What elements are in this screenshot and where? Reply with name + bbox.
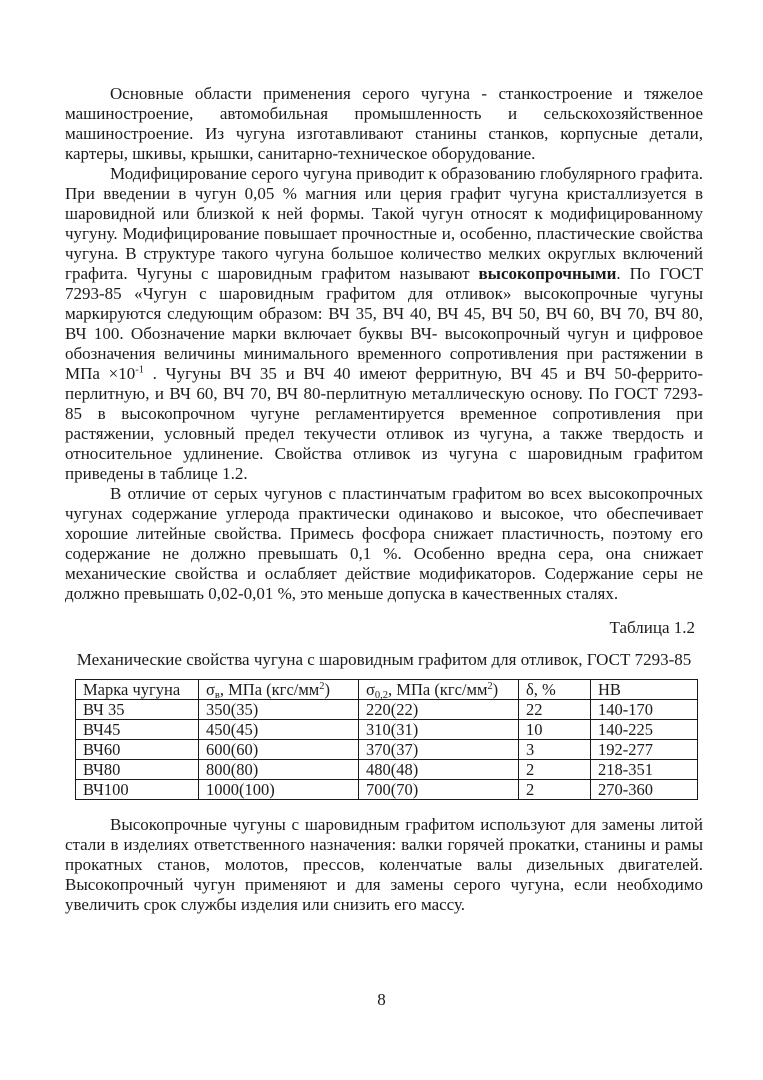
paragraph-usage [65,815,703,915]
table-cell-yield: 310(31) [359,720,519,740]
text-block [65,84,703,915]
table-cell-hardness: 270-360 [591,780,698,800]
table-cell-yield: 220(22) [359,700,519,720]
header-cell-yield-strength [359,680,519,700]
paragraph-modification [65,164,703,484]
header-cell-hardness: НВ [591,680,698,700]
table-row [76,720,698,740]
table-row [76,780,698,800]
table-cell-hardness: 192-277 [591,740,698,760]
table-cell-elongation: 10 [519,720,591,740]
table-cell-grade: ВЧ45 [76,720,199,740]
table-cell-tensile: 600(60) [199,740,359,760]
table-cell-grade: ВЧ100 [76,780,199,800]
exponent-text: -1 [135,364,144,376]
table-cell-tensile: 450(45) [199,720,359,740]
mechanical-properties-table [75,679,698,800]
units-superscript: 2 [487,680,493,692]
table-cell-elongation: 22 [519,700,591,720]
paragraph-text: Основные области применения серого чугуна - станкостроение и тяжелое машиностроение, автомобильная промышленность и сельскохозяйственное машиностроение. Из чугуна изготавливают станины станков, корпусные детали, картеры, шкивы, крышки, санитарно-техническое оборудование. [65,84,703,163]
paragraph-text: . По ГОСТ 7293-85 «Чугун с шаровидным графитом для отливок» высокопрочные чугуны маркируются следующим образом: ВЧ 35, ВЧ 40, ВЧ 45, ВЧ 50, ВЧ 60, ВЧ 70, ВЧ 80, ВЧ 100. Обозначение марки включает буквы ВЧ- высокопрочный чугун и цифровое обозначения величины минимального временного сопротивления при растяжении в МПа ×10 [65,264,704,383]
paragraph-text: Высокопрочные чугуны с шаровидным графитом используют для замены литой стали в изделиях ответственного назначения: валки горячей прокатки, станины и рамы прокатных станов, молотов, прессов, коленчатые валы дизельных двигателей. Высокопрочный чугун применяют и для замены серого чугуна, если необходимо увеличить срок службы изделия или снизить его массу. [65,815,703,914]
page-number: 8 [377,990,386,1009]
table-cell-tensile: 1000(100) [199,780,359,800]
paragraph-applications [65,84,703,164]
table-row [76,740,698,760]
units-text: , МПа (кгс/мм [219,679,320,699]
paragraph-text: Модифицирование серого чугуна приводит к образованию глобулярного графита. При введении в чугун 0,05 % магния или церия графит чугуна кристаллизуется в шаровидной или близкой к ней формы. Такой чугун относят к модифицированному чугуну. Модифицирование повышает прочностные и, особенно, пластические свойства чугуна. В структуре такого чугуна большое количество мелких округлых включений графита. Чугуны с шаровидным графитом называют [65,164,703,283]
table-cell-tensile: 350(35) [199,700,359,720]
table-row [76,760,698,780]
table-row [76,700,698,720]
table-cell-grade: ВЧ 35 [76,700,199,720]
sigma-symbol: σ [366,679,375,699]
table-cell-elongation: 2 [519,780,591,800]
table-cell-yield: 370(37) [359,740,519,760]
units-close: ) [324,679,330,699]
table-cell-elongation: 2 [519,760,591,780]
table-cell-hardness: 140-170 [591,700,698,720]
table-caption: Механические свойства чугуна с шаровидным графитом для отливок, ГОСТ 7293-85 [76,650,692,669]
table-cell-tensile: 800(80) [199,760,359,780]
table-cell-yield: 700(70) [359,780,519,800]
table-cell-elongation: 3 [519,740,591,760]
units-text: , МПа (кгс/мм [388,679,488,699]
paragraph-text: . Чугуны ВЧ 35 и ВЧ 40 имеют ферритную, ВЧ 45 и ВЧ 50-феррито-перлитную, и ВЧ 60, ВЧ 70, ВЧ 80-перлитную металлическую основу. По ГОСТ 7293-85 в высокопрочном чугуне регламентируется временное сопротивления при растяжении, условный предел текучести отливок из чугуна, а также твердость и относительное удлинение. Свойства отливок из чугуна с шаровидным графитом приведены в таблице 1.2. [65,364,704,483]
table-cell-yield: 480(48) [359,760,519,780]
paragraph-text: В отличие от серых чугунов с пластинчатым графитом во всех высокопрочных чугунах содержание углерода практически одинаково и высокое, что обеспечивает хорошие литейные свойства. Примесь фосфора снижает пластичность, поэтому его содержание не должно превышать 0,1 %. Особенно вредна сера, она снижает механические свойства и ослабляет действие модификаторов. Содержание серы не должно превышать 0,02-0,01 %, это меньше допуска в качественных сталях. [65,484,703,603]
table-label: Таблица 1.2 [609,618,695,637]
units-close: ) [492,679,499,699]
sigma-subscript: в [214,689,220,700]
emphasized-term: высокопрочными [478,264,617,283]
sigma-symbol: σ [206,679,215,699]
table-cell-hardness: 218-351 [591,760,698,780]
header-cell-elongation: δ, % [519,680,591,700]
sigma-subscript: 0,2 [374,689,389,700]
paragraph-impurities [65,484,703,604]
table-header-row [76,680,698,700]
table-cell-grade: ВЧ60 [76,740,199,760]
header-cell-grade: Марка чугуна [76,680,199,700]
units-superscript: 2 [319,680,325,692]
table-cell-grade: ВЧ80 [76,760,199,780]
header-cell-tensile-strength [199,680,359,700]
table-cell-hardness: 140-225 [591,720,698,740]
